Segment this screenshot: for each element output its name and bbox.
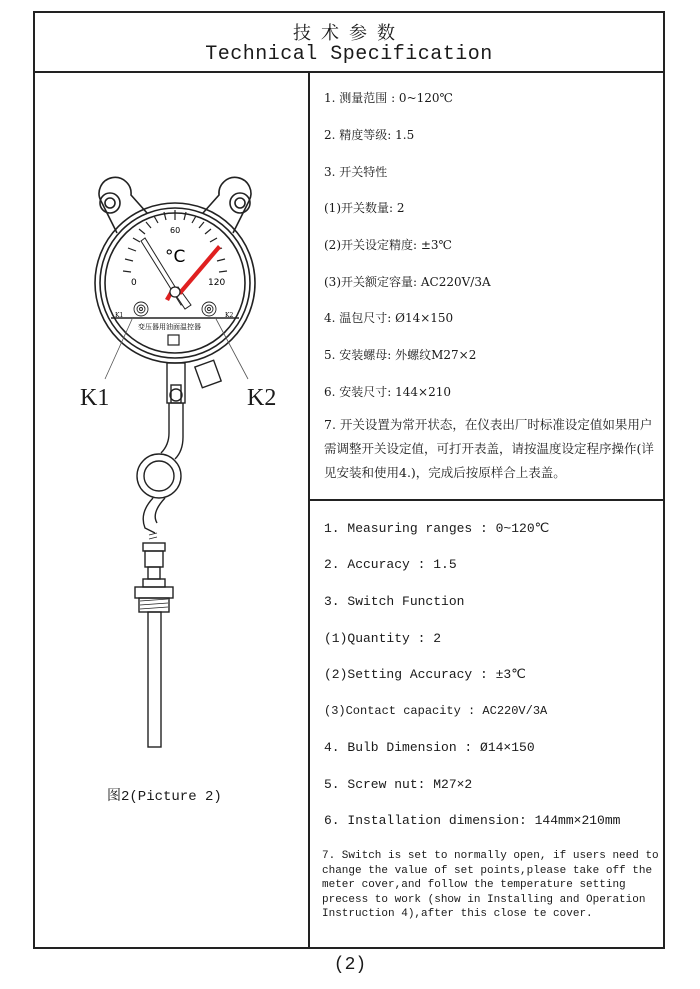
dial-scale-max: 120 — [208, 278, 226, 288]
spec-en-5: 5. Screw nut: M27×2 — [324, 777, 473, 792]
dial-k1-label: K1 — [115, 312, 124, 319]
spec-en-3: 3. Switch Function — [324, 594, 465, 609]
spec-table — [33, 11, 665, 949]
spec-cn-1: 1. 测量范围 : 0~120℃ — [324, 91, 453, 105]
spec-cn-3-1: (1)开关数量: 2 — [324, 201, 405, 215]
brand-logo — [168, 335, 179, 345]
spec-en-3-1: (1)Quantity : 2 — [324, 631, 442, 646]
dial-scale-mid: 60 — [170, 226, 181, 235]
figure-caption: 图2(Picture 2) — [107, 789, 222, 805]
spec-en-3-2: (2)Setting Accuracy : ±3℃ — [324, 667, 526, 682]
spec-cn-7-note: 7. 开关设置为常开状态，在仪表出厂时标准设定值如果用户需调整开关设定值，可打开表盖，请按温度设定程序操作(详见安装和使用4.)，完成后按原样合上表盖。 — [324, 417, 654, 480]
figure-pane — [35, 73, 308, 947]
spec-en-4: 4. Bulb Dimension : Ø14×150 — [324, 740, 535, 755]
spec-en-3-3: (3)Contact capacity : AC220V/3A — [324, 704, 548, 718]
title-row — [35, 13, 663, 73]
spec-cn-3-3: (3)开关额定容量: AC220V/3A — [324, 275, 491, 289]
spec-en-6: 6. Installation dimension: 144mm×210mm — [324, 813, 621, 828]
specs-chinese — [310, 73, 663, 501]
k2-callout: K2 — [247, 385, 277, 411]
page-number: (2) — [333, 955, 367, 975]
dial-unit: °C — [165, 247, 186, 267]
title-english: Technical Specification — [205, 43, 493, 66]
spec-cn-2: 2. 精度等级: 1.5 — [324, 128, 415, 142]
spec-en-7-note: 7. Switch is set to normally open, if users need to change the value of set points,please take off the meter cover,and follow the temperature setting precess to work (show in Installing and Operation Instruction 4),after this close te cover. — [322, 850, 659, 920]
spec-en-1: 1. Measuring ranges : 0~120℃ — [324, 521, 550, 536]
dial-k2-label: K2 — [225, 312, 234, 319]
spec-cn-3: 3. 开关特性 — [324, 165, 388, 179]
dial-scale-min: 0 — [131, 278, 137, 288]
thermometer-controller-drawing — [35, 73, 308, 773]
spec-cn-6: 6. 安装尺寸: 144×210 — [324, 385, 451, 399]
title-chinese: 技术参数 — [293, 23, 405, 44]
dial-product-name: 变压器用油面温控器 — [138, 323, 201, 331]
k1-callout: K1 — [80, 385, 110, 411]
spec-cn-4: 4. 温包尺寸: Ø14×150 — [324, 311, 454, 325]
specs-english — [310, 501, 663, 947]
spec-cn-3-2: (2)开关设定精度: ±3℃ — [324, 238, 452, 252]
spec-cn-5: 5. 安装螺母: 外螺纹M27×2 — [324, 348, 477, 362]
spec-en-2: 2. Accuracy : 1.5 — [324, 557, 457, 572]
